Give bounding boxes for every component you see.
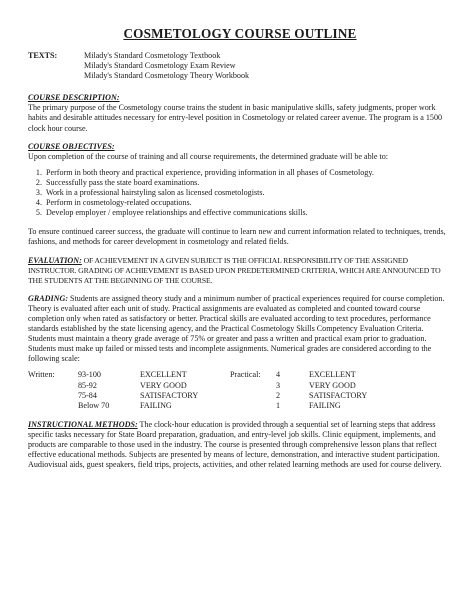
- document-page: [28, 26, 452, 470]
- objective-item: 4. Perform in cosmetology-related occupations.: [44, 198, 452, 208]
- instructional-methods-text: The clock-hour education is provided through a sequential set of learning steps that address specific tasks necessary for State Board preparation, graduation, and entry-level job skills. Clinic equipment, implements, and products are comparable to those used in the industry. The course is presented through comprehensive lesson plans that reflect effective educational methods. Subjects are presented by means of lecture, demonstration, and interactive student participation. Audiovisual aids, guest speakers, field trips, projects, activities, and other related learning methods are used for course delivery.: [28, 419, 442, 470]
- written-label: Written:: [28, 370, 55, 380]
- practical-label: Practical:: [230, 370, 261, 380]
- written-range: 75-84: [78, 390, 97, 400]
- written-grade: FAILING: [140, 400, 172, 410]
- instructional-methods-heading: INSTRUCTIONAL METHODS:: [28, 419, 138, 429]
- objectives-list: [28, 168, 452, 218]
- course-description-heading: COURSE DESCRIPTION:: [28, 93, 120, 103]
- textbook-item: Milady's Standard Cosmetology Textbook: [84, 51, 221, 60]
- textbook-item: Milady's Standard Cosmetology Exam Review: [84, 61, 236, 71]
- written-range: Below 70: [78, 400, 110, 410]
- instructional-methods-paragraph: [28, 420, 452, 470]
- practical-grade: SATISFACTORY: [309, 390, 368, 400]
- practical-score: 3: [276, 380, 281, 390]
- course-description-text: The primary purpose of the Cosmetology course trains the student in basic manipulative skills, safety judgments, proper work habits and desirable attitudes necessary for entry-level position in Cosmetology or related career avenue. The program is a 1500 clock hour course.: [28, 103, 443, 133]
- grading-heading: GRADING:: [28, 293, 69, 303]
- objective-item: 3. Work in a professional hairstyling salon as licensed cosmetologists.: [44, 188, 452, 198]
- objectives-closing-text: To ensure continued career success, the graduate will continue to learn new and current information related to techniques, trends, fashions, and methods for career development in cosmetology and related fields.: [28, 227, 446, 247]
- practical-score: 4: [276, 370, 281, 380]
- practical-label-blank: [230, 401, 276, 411]
- grading-paragraph: [28, 294, 452, 365]
- practical-score: 1: [276, 400, 281, 410]
- grading-scale-table: [28, 370, 452, 410]
- evaluation-text: OF ACHIEVEMENT IN A GIVEN SUBJECT IS THE OFFICIAL RESPONSIBILITY OF THE ASSIGNED INSTRUCTOR. GRADING OF ACHIEVEMENT IS BASED UPON PREDETERMINED CRITERIA, WHICH ARE ANNOUNCED TO THE STUDENTS AT THE BEGINNING OF THE COURSE.: [28, 255, 441, 285]
- practical-grade: VERY GOOD: [309, 380, 356, 390]
- practical-label-blank: [230, 391, 276, 401]
- evaluation-heading: EVALUATION:: [28, 255, 82, 265]
- course-objectives-intro: Upon completion of the course of training and all course requirements, the determined graduate will be able to:: [28, 151, 389, 161]
- evaluation-paragraph: [28, 256, 452, 286]
- practical-grade: FAILING: [309, 400, 341, 410]
- practical-score: 2: [276, 390, 281, 400]
- texts-list: [84, 51, 249, 81]
- written-label-blank: [28, 381, 78, 391]
- texts-section: [28, 51, 452, 81]
- document-title: COSMETOLOGY COURSE OUTLINE: [123, 26, 357, 41]
- texts-label: TEXTS:: [28, 51, 58, 60]
- grading-text: Students are assigned theory study and a minimum number of practical experiences required for course completion. Theory is evaluated after each unit of study. Practical assignments are evaluated as completed and counted toward course completion only when rated as satisfactory or better. Practical skills are evaluated according to text procedures, performance standards established by the state licensing agency, and the Practical Cosmetology Skills Competency Evaluation Criteria. Students must maintain a theory grade average of 75% or greater and pass a written and practical exam prior to graduation. Students must make up failed or missed tests and incomplete assignments. Numerical grades are considered according to the following scale:: [28, 293, 445, 364]
- course-objectives-heading: COURSE OBJECTIVES:: [28, 141, 115, 151]
- written-grade: SATISFACTORY: [140, 390, 199, 400]
- objective-item: 2. Successfully pass the state board examinations.: [44, 178, 452, 188]
- written-label-blank: [28, 401, 78, 411]
- objective-item: 5. Develop employer / employee relationships and effective communications skills.: [44, 208, 452, 218]
- practical-grade: EXCELLENT: [309, 370, 356, 380]
- practical-label-blank: [230, 381, 276, 391]
- written-range: 93-100: [78, 370, 101, 380]
- textbook-item: Milady's Standard Cosmetology Theory Workbook: [84, 71, 250, 81]
- written-grade: EXCELLENT: [140, 370, 187, 380]
- written-range: 85-92: [78, 380, 97, 390]
- written-grade: VERY GOOD: [140, 380, 187, 390]
- objective-item: 1. Perform in both theory and practical experience, providing information in all phases of Cosmetology.: [44, 168, 452, 178]
- written-label-blank: [28, 391, 78, 401]
